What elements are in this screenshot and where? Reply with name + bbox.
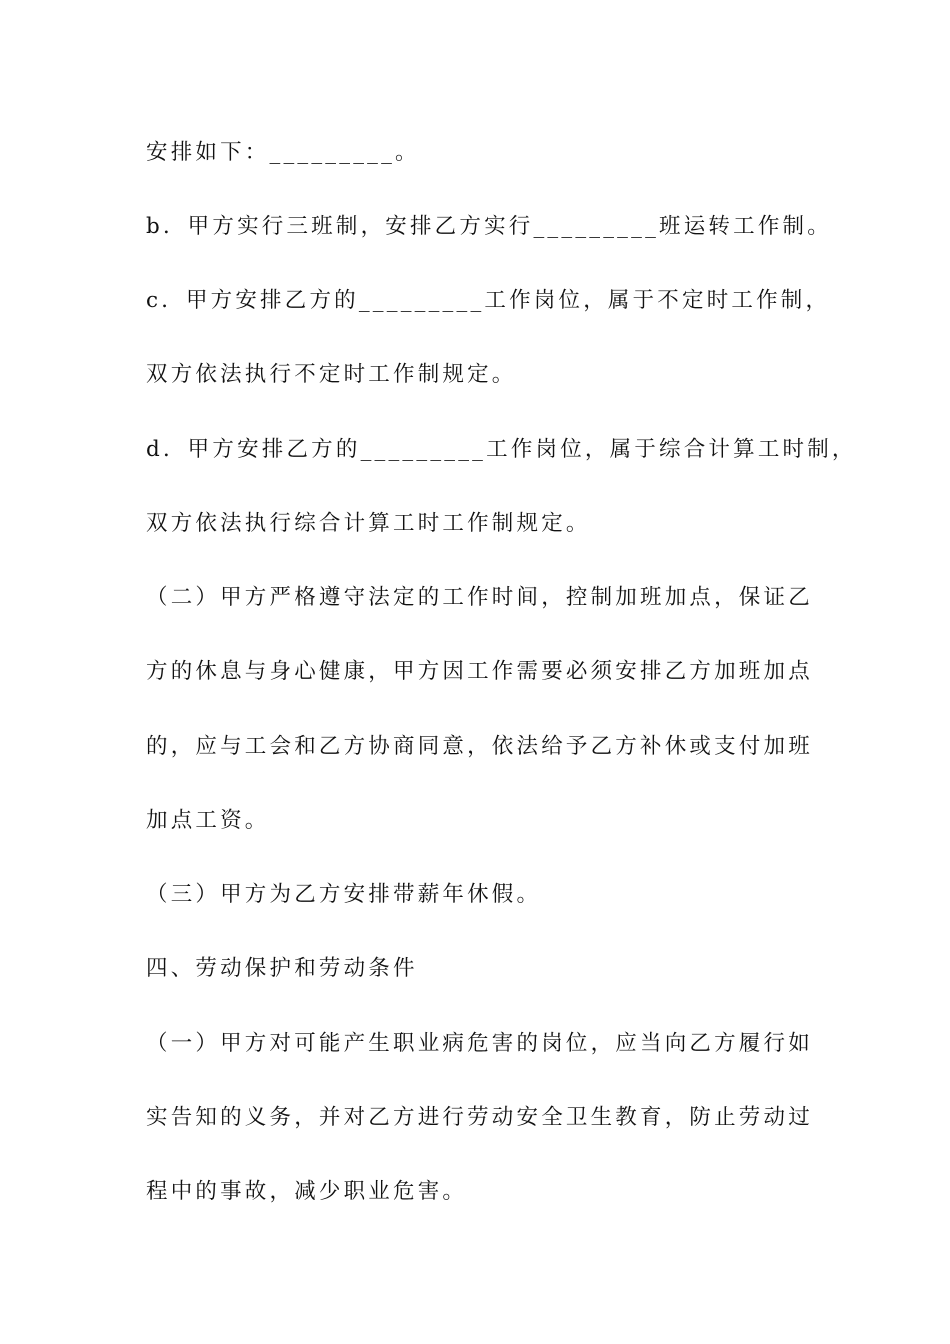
text-line-item-b: b．甲方实行三班制，安排乙方实行_________班运转工作制。 (146, 214, 832, 239)
text-line-clause-2-cont-2: 的，应与工会和乙方协商同意，依法给予乙方补休或支付加班 (146, 734, 813, 759)
text-line-clause-1-cont-2: 程中的事故，减少职业危害。 (146, 1179, 468, 1204)
text-line-item-d: d．甲方安排乙方的_________工作岗位，属于综合计算工时制， (146, 437, 857, 462)
text-line-work-arrangement: 安排如下：_________。 (146, 140, 420, 165)
text-line-clause-2: （二）甲方严格遵守法定的工作时间，控制加班加点，保证乙 (146, 585, 813, 610)
text-line-clause-3: （三）甲方为乙方安排带薪年休假。 (146, 882, 542, 907)
text-line-clause-2-cont-3: 加点工资。 (146, 808, 270, 833)
text-line-clause-1: （一）甲方对可能产生职业病危害的岗位，应当向乙方履行如 (146, 1031, 813, 1056)
text-line-item-c: c．甲方安排乙方的_________工作岗位，属于不定时工作制， (146, 288, 831, 313)
section-heading-labor-protection: 四、劳动保护和劳动条件 (146, 956, 418, 981)
text-line-item-d-cont: 双方依法执行综合计算工时工作制规定。 (146, 511, 591, 536)
text-line-clause-1-cont-1: 实告知的义务，并对乙方进行劳动安全卫生教育，防止劳动过 (146, 1105, 813, 1130)
text-line-clause-2-cont-1: 方的休息与身心健康，甲方因工作需要必须安排乙方加班加点 (146, 659, 813, 684)
text-line-item-c-cont: 双方依法执行不定时工作制规定。 (146, 362, 517, 387)
